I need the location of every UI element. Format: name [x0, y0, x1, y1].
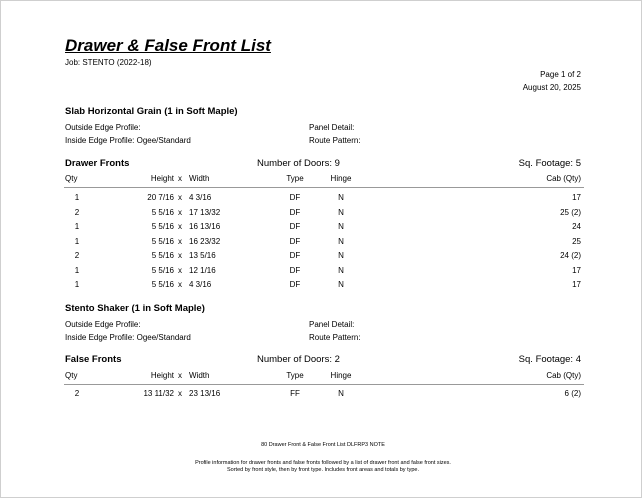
col-width: Width: [189, 174, 210, 183]
cell-type: DF: [289, 251, 301, 260]
cell-qty: 1: [74, 236, 80, 246]
cell-hinge: N: [338, 222, 344, 231]
cell-cab: 25: [572, 236, 581, 246]
cell-hinge: N: [338, 251, 344, 260]
cell-x: x: [178, 251, 182, 260]
col-x: x: [178, 174, 182, 183]
footer-description-1: Profile information for drawer fronts and false fronts followed by a list of drawer front and false front sizes.: [195, 460, 451, 466]
cell-x: x: [178, 280, 182, 289]
cell-type: DF: [289, 222, 301, 231]
group-title: False Fronts: [65, 354, 122, 365]
header-divider: [64, 187, 584, 188]
cell-cab: 17: [572, 265, 581, 275]
outside-edge-profile: Outside Edge Profile:: [65, 123, 141, 132]
cell-height: 5 5/16: [151, 207, 174, 217]
cell-cab: 25 (2): [560, 207, 581, 217]
section-style-title: Slab Horizontal Grain (1 in Soft Maple): [65, 106, 238, 117]
table-row: [1, 389, 644, 401]
cell-qty: 2: [74, 251, 80, 260]
cell-cab: 17: [572, 280, 581, 289]
cell-type: FF: [290, 389, 300, 398]
table-row: [1, 251, 644, 263]
cell-width: 4 3/16: [189, 193, 212, 202]
cell-qty: 2: [74, 207, 80, 217]
cell-x: x: [178, 193, 182, 202]
report-date: August 20, 2025: [522, 83, 581, 92]
col-qty: Qty: [65, 174, 78, 183]
panel-detail: Panel Detail:: [309, 320, 355, 329]
cell-qty: 1: [74, 265, 80, 275]
cell-type: DF: [289, 236, 301, 246]
route-pattern: Route Pattern:: [309, 136, 361, 145]
cell-height: 5 5/16: [151, 280, 174, 289]
cell-width: 16 23/32: [189, 236, 221, 246]
footer-code: 80 Drawer Front & False Front List DLFRP3 NOTE: [261, 442, 385, 448]
cell-width: 17 13/32: [189, 207, 221, 217]
col-hinge: Hinge: [330, 371, 352, 380]
job-label: Job: STENTO (2022-18): [65, 58, 152, 67]
section-style-title: Stento Shaker (1 in Soft Maple): [65, 303, 205, 314]
cell-qty: 1: [74, 280, 80, 289]
cell-cab: 24 (2): [560, 251, 581, 260]
cell-x: x: [178, 389, 182, 398]
column-header-row: [1, 174, 644, 186]
cell-height: 5 5/16: [151, 251, 174, 260]
cell-hinge: N: [338, 193, 344, 202]
cell-hinge: N: [338, 389, 344, 398]
cell-width: 16 13/16: [189, 222, 221, 231]
col-height: Height: [150, 174, 174, 183]
number-of-doors: Number of Doors: 9: [257, 158, 340, 169]
group-title: Drawer Fronts: [65, 158, 130, 169]
route-pattern: Route Pattern:: [309, 333, 361, 342]
col-x: x: [178, 371, 182, 380]
cell-qty: 1: [74, 193, 80, 202]
cell-width: 12 1/16: [189, 265, 216, 275]
header-divider: [64, 384, 584, 385]
panel-detail: Panel Detail:: [309, 123, 355, 132]
report-title: Drawer & False Front List: [65, 36, 271, 55]
cell-type: DF: [289, 207, 301, 217]
cell-height: 5 5/16: [151, 236, 174, 246]
table-row: [1, 280, 644, 292]
table-row: [1, 222, 644, 234]
sq-footage: Sq. Footage: 5: [518, 158, 581, 169]
cell-type: DF: [289, 265, 301, 275]
table-row: [1, 266, 644, 278]
inside-edge-profile: Inside Edge Profile: Ogee/Standard: [65, 136, 191, 145]
cell-x: x: [178, 265, 182, 275]
col-type: Type: [286, 174, 304, 183]
cell-hinge: N: [338, 265, 344, 275]
cell-height: 5 5/16: [151, 222, 174, 231]
outside-edge-profile: Outside Edge Profile:: [65, 320, 141, 329]
table-row: [1, 193, 644, 205]
col-cab: Cab (Qty): [546, 174, 581, 183]
cell-x: x: [178, 207, 182, 217]
col-type: Type: [286, 371, 304, 380]
cell-hinge: N: [338, 207, 344, 217]
cell-width: 4 3/16: [189, 280, 212, 289]
column-header-row: [1, 371, 644, 383]
cell-x: x: [178, 222, 182, 231]
cell-qty: 1: [74, 222, 80, 231]
col-cab: Cab (Qty): [546, 371, 581, 380]
cell-cab: 24: [572, 222, 581, 231]
cell-height: 20 7/16: [147, 193, 174, 202]
cell-height: 13 11/32: [143, 389, 174, 398]
page-number: Page 1 of 2: [540, 70, 581, 79]
cell-width: 23 13/16: [189, 389, 221, 398]
table-row: [1, 208, 644, 220]
cell-qty: 2: [74, 389, 80, 398]
cell-x: x: [178, 236, 182, 246]
col-width: Width: [189, 371, 210, 380]
col-hinge: Hinge: [330, 174, 352, 183]
table-row: [1, 237, 644, 249]
footer-description-2: Sorted by front style, then by front type. Includes front areas and totals by type.: [227, 467, 419, 473]
sq-footage: Sq. Footage: 4: [518, 354, 581, 365]
cell-type: DF: [289, 280, 301, 289]
cell-type: DF: [289, 193, 301, 202]
col-qty: Qty: [65, 371, 78, 380]
cell-cab: 17: [572, 193, 581, 202]
cell-height: 5 5/16: [151, 265, 174, 275]
inside-edge-profile: Inside Edge Profile: Ogee/Standard: [65, 333, 191, 342]
col-height: Height: [150, 371, 174, 380]
cell-width: 13 5/16: [189, 251, 216, 260]
cell-hinge: N: [338, 280, 344, 289]
number-of-doors: Number of Doors: 2: [257, 354, 340, 365]
cell-cab: 6 (2): [564, 389, 581, 398]
cell-hinge: N: [338, 236, 344, 246]
